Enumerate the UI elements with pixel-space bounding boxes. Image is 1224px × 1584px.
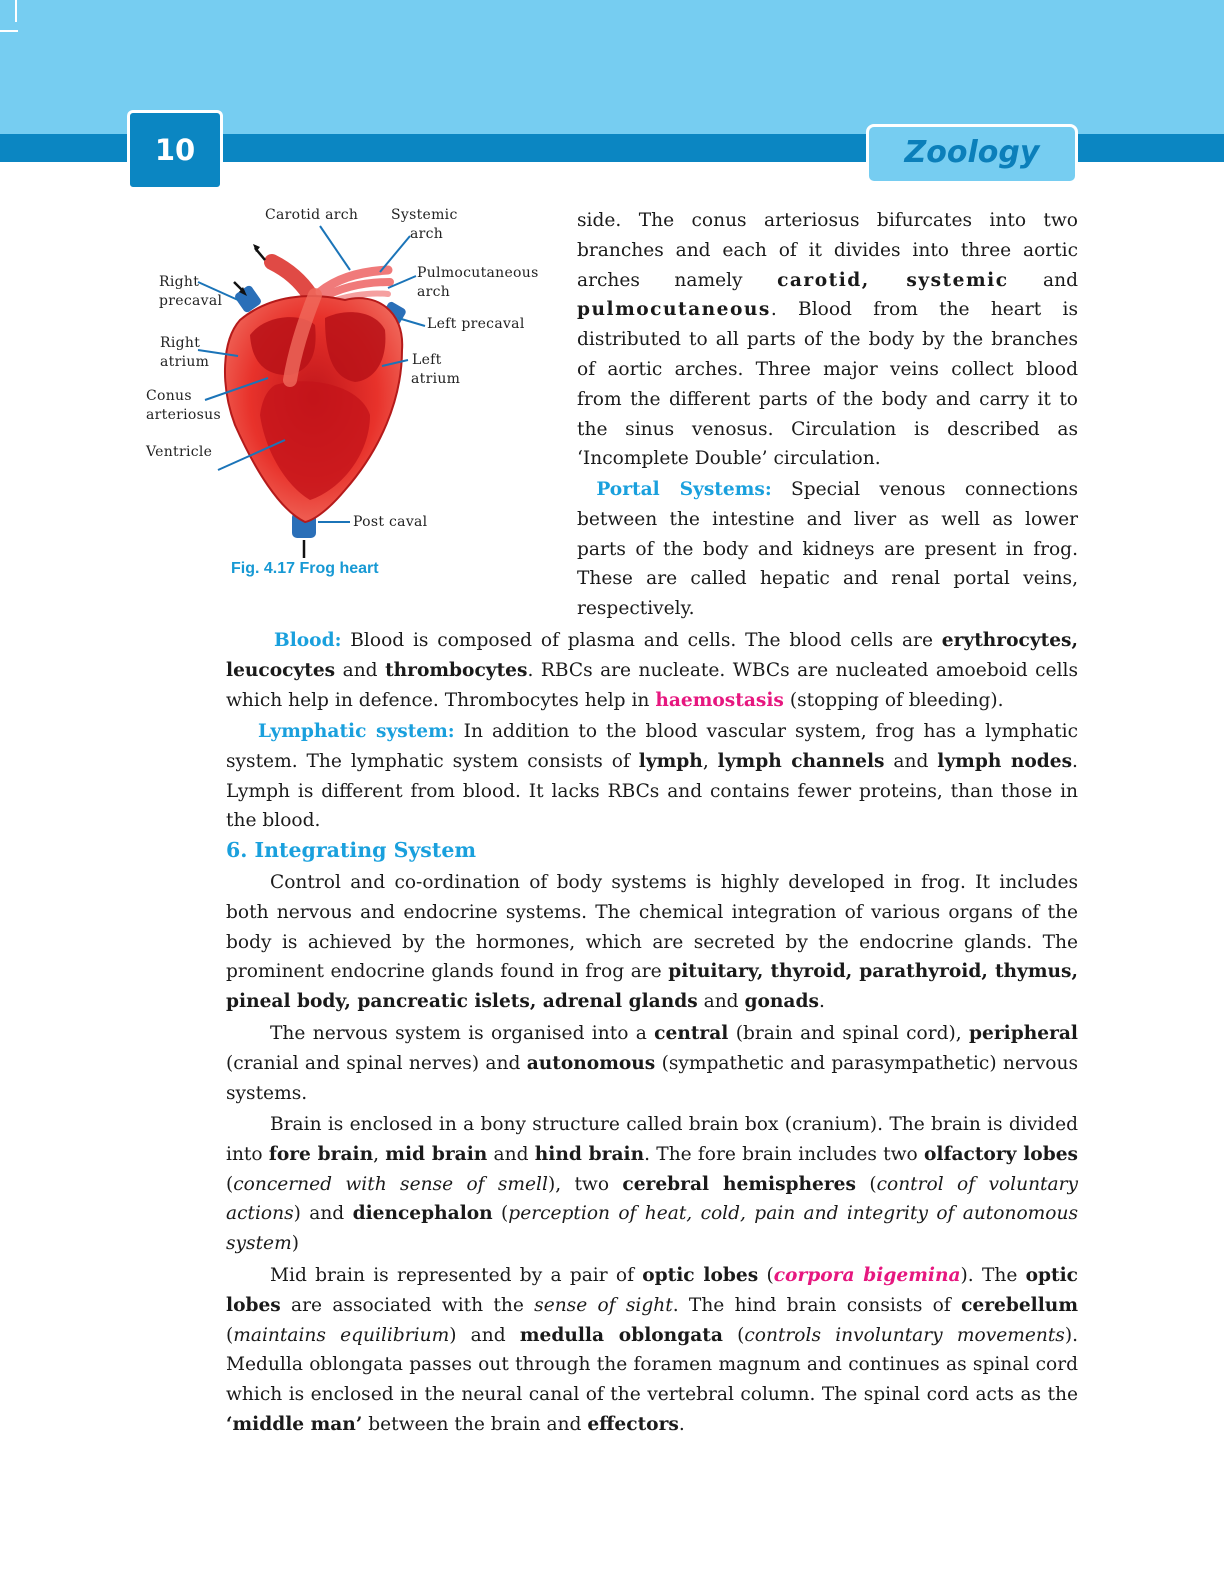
- subject-title: Zoology: [904, 135, 1040, 170]
- figure-caption: Fig. 4.17 Frog heart: [231, 560, 379, 577]
- label-systemic-arch-line2: arch: [410, 226, 444, 242]
- paragraph-nervous-system: The nervous system is organised into a central (brain and spinal cord), peripheral (cranial and spinal nerves) and autonomous (sympathetic and parasympathetic) nervous systems.: [226, 1023, 1078, 1104]
- frog-heart-illustration: [140, 200, 550, 560]
- label-post-caval: Post caval: [353, 514, 428, 530]
- page-number: 10: [154, 133, 196, 167]
- frog-heart-figure: [140, 200, 550, 590]
- subject-badge: [866, 124, 1078, 184]
- paragraph-aortic-arches: side. The conus arteriosus bifurcates into two branches and each of it divides into three aortic arches namely carotid, systemic and pulmocutaneous. Blood from the heart is distributed to all parts of the body by the branches of aortic arches. Three major veins collect blood from the different parts of the body and carry it to the sinus venosus. Circulation is described as ‘Incomplete Double’ circulation.: [577, 210, 1079, 470]
- label-pulmocutaneous-arch-line2: arch: [417, 284, 451, 300]
- paragraph-blood: Blood: Blood is composed of plasma and cells. The blood cells are erythrocytes, leucocytes and thrombocytes. RBCs are nucleate. WBCs are nucleated amoeboid cells which help in defence. Thrombocytes help in haemostasis (stopping of bleeding).: [226, 630, 1078, 711]
- label-right-precaval-line1: Right: [159, 274, 200, 290]
- heading-blood: Blood:: [274, 630, 342, 651]
- section-heading-integrating-system: 6. Integrating System: [226, 838, 477, 862]
- page-number-badge: [127, 110, 223, 190]
- label-left-atrium-line1: Left: [412, 352, 442, 368]
- paragraph-brain: Brain is enclosed in a bony structure called brain box (cranium). The brain is divided into fore brain, mid brain and hind brain. The fore brain includes two olfactory lobes (concerned with sense of smell), two cerebral hemispheres (control of voluntary actions) and diencephalon (perception of heat, cold, pain and integrity of autonomous system): [226, 1114, 1079, 1255]
- term-haemostasis: haemostasis: [655, 689, 784, 711]
- label-carotid-arch: Carotid arch: [265, 207, 359, 223]
- label-ventricle: Ventricle: [146, 444, 213, 460]
- label-right-atrium-line2: atrium: [160, 354, 210, 370]
- crop-mark: [0, 30, 18, 32]
- paragraph-lymphatic-system: Lymphatic system: In addition to the blood vascular system, frog has a lymphatic system. The lymphatic system consists of lymph, lymph channels and lymph nodes. Lymph is different from blood. It lacks RBCs and contains fewer proteins, than those in the blood.: [226, 721, 1079, 832]
- paragraph-portal-systems: Portal Systems: Special venous connections between the intestine and liver as well as lower parts of the body and kidneys are present in frog. These are called hepatic and renal portal veins, respectively.: [577, 479, 1078, 620]
- paragraph-endocrine: Control and co-ordination of body systems is highly developed in frog. It includes both nervous and endocrine systems. The chemical integration of various organs of the body is achieved by the hormones, which are secreted by the endocrine glands. The prominent endocrine glands found in frog are pituitary, thyroid, parathyroid, thymus, pineal body, pancreatic islets, adrenal glands and gonads.: [226, 872, 1078, 1013]
- label-right-precaval-line2: precaval: [159, 293, 223, 309]
- paragraph-mid-hind-brain: Mid brain is represented by a pair of optic lobes (corpora bigemina). The optic lobes are associated with the sense of sight. The hind brain consists of cerebellum (maintains equilibrium) and medulla oblongata (controls involuntary movements). Medulla oblongata passes out through the foramen magnum and continues as spinal cord which is enclosed in the neural canal of the vertebral column. The spinal cord acts as the ‘middle man’ between the brain and effectors.: [226, 1265, 1078, 1435]
- label-left-precaval: Left precaval: [427, 316, 525, 332]
- label-conus-arteriosus-line2: arteriosus: [146, 407, 221, 423]
- heading-lymphatic-system: Lymphatic system:: [258, 721, 455, 742]
- label-right-atrium-line1: Right: [160, 335, 201, 351]
- label-pulmocutaneous-arch-line1: Pulmocutaneous: [417, 265, 539, 281]
- term-corpora-bigemina: corpora bigemina: [773, 1265, 961, 1286]
- crop-mark: [15, 0, 17, 22]
- label-systemic-arch-line1: Systemic: [391, 207, 458, 223]
- heading-portal-systems: Portal Systems:: [596, 479, 772, 500]
- label-conus-arteriosus-line1: Conus: [146, 388, 192, 404]
- label-left-atrium-line2: atrium: [411, 371, 461, 387]
